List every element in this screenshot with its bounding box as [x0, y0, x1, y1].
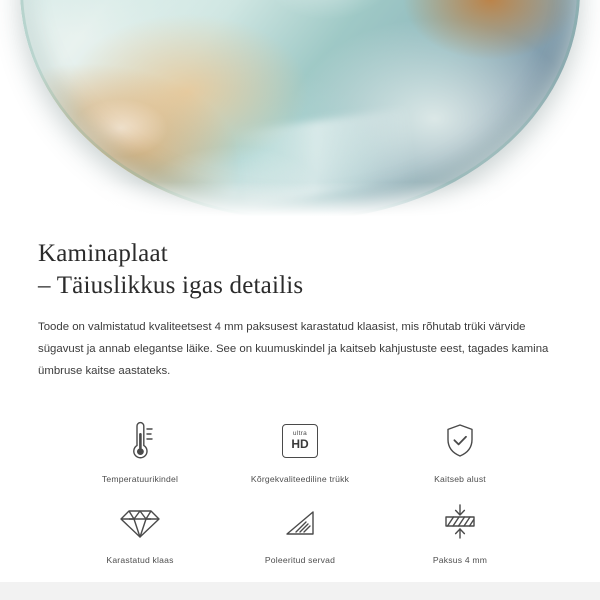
feature-label: Karastatud klaas — [106, 554, 174, 565]
feature-protects-surface — [380, 417, 540, 484]
polished-edges-icon — [279, 498, 321, 546]
ultra-hd-badge-icon — [282, 417, 318, 465]
content-block — [0, 222, 600, 565]
thermometer-icon — [120, 417, 160, 465]
shield-check-icon — [440, 417, 480, 465]
diamond-icon — [118, 498, 162, 546]
hero-bottom-fade — [0, 182, 600, 222]
page-title — [38, 238, 562, 302]
page-title-line-2: – Täiuslikkus igas detailis — [38, 272, 304, 299]
badge-bottom-text: HD — [291, 437, 309, 452]
feature-high-quality-print — [220, 417, 380, 484]
feature-label: Kõrgekvaliteediline trükk — [250, 473, 350, 484]
feature-temperature-resistant — [60, 417, 220, 484]
feature-polished-edges — [220, 498, 380, 565]
thickness-arrows-icon — [438, 498, 482, 546]
feature-label: Temperatuurikindel — [101, 473, 179, 484]
feature-thickness — [380, 498, 540, 565]
feature-label: Kaitseb alust — [434, 473, 486, 484]
feature-grid — [38, 417, 562, 565]
feature-label: Poleeritud servad — [264, 554, 336, 565]
feature-label: Paksus 4 mm — [432, 554, 488, 565]
badge-top-text: ultra — [292, 429, 308, 437]
page-title-line-1: Kaminaplaat — [38, 240, 168, 267]
footer-bar — [0, 582, 600, 600]
product-description: Toode on valmistatud kvaliteetsest 4 mm paksusest karastatud klaasist, mis rõhutab trüki värvide sügavust ja annab elegantse läike. See on kuumuskindel ja kaitseb kahjustuste eest, tagades kamina ümbruse kaitse aastateks. — [38, 321, 549, 378]
hero-image — [0, 0, 600, 222]
feature-tempered-glass — [60, 498, 220, 565]
